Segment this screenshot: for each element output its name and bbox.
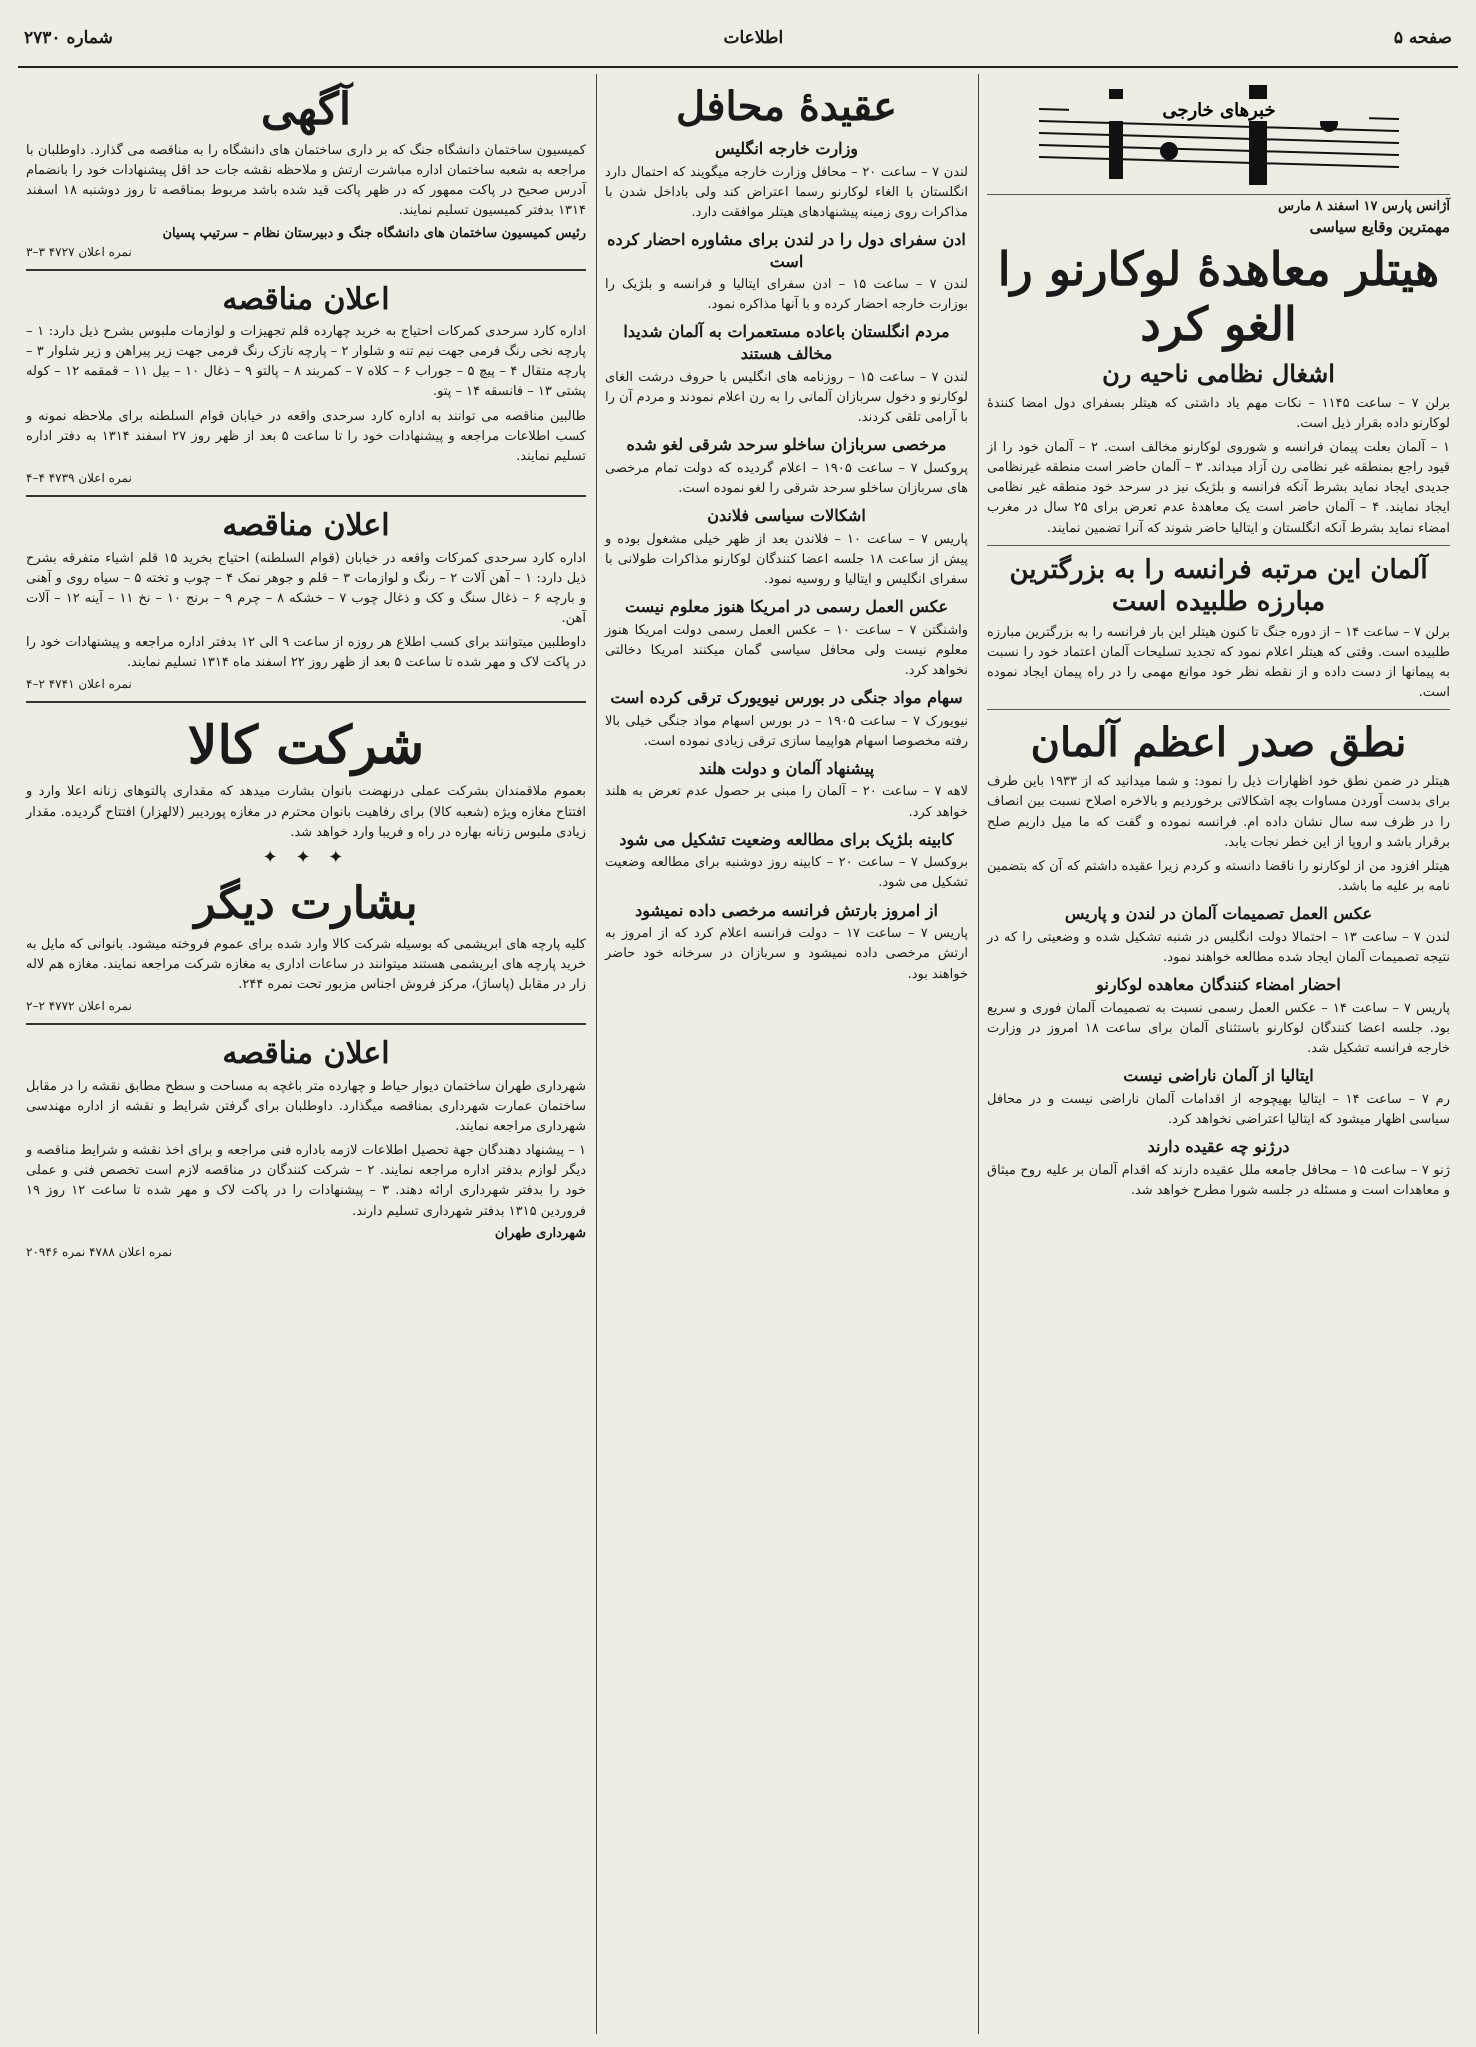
article-paragraph: پاریس ۷ – ساعت ۱۰ – فلاندن بعد از ظهر خیلی مشغول بوده و پیش از ساعت ۱۸ جلسه اعضا کنندگان لوکارنو مذاکرات طولانی با سفرای انگلیس و ایتالیا و روسیه نمود. (605, 531, 968, 587)
newspaper-name: اطلاعات (723, 28, 784, 48)
news-kicker: مهمترین وقایع سیاسی (1309, 218, 1450, 236)
tender-title: اعلان مناقصه (222, 1036, 390, 1072)
article-paragraph: برلن ۷ – ساعت ۱۴ – از دوره جنگ تا کنون هیتلر این بار فرانسه را به بزرگترین مبارزه طلبیده است. وقتی که هیتلر اعلام نمود که تجدید تسلیحات آلمان اعتماد خود را نسبت به پیمانها از دست داده و از نقطه نظر خود موانع مهمی را در راه پیمان ایجاد نموده است. (987, 624, 1450, 701)
page-number: صفحه ۵ (1393, 28, 1452, 48)
besharat-number: نمره اعلان ۴۷۷۲ ۲–۲ (26, 999, 132, 1014)
tender-body: ۱ – پیشنهاد دهندگان جهة تحصیل اطلاعات لازمه باداره فنی مراجعه و برای اخذ نقشه و شرایط مناقصه و دیگر لوازم بدفتر اداره مراجعه نمایند. ۲ – شرکت کنندگان در مناقصه لازم است تخصص فنی و عملی خود را بدفتر شهرداری ارائه دهند. ۳ – پیشنهادات را در پاکت لاک و مهر شده تا ساعت ۱۲ روز ۱۹ فروردین ۱۳۱۵ بدفتر شهرداری تسلیم دارند. (26, 1143, 586, 1219)
section-subhead: کابینه بلژیک برای مطالعه وضعیت تشکیل می شود (619, 829, 954, 849)
section-subhead: درژنو چه عقیده دارند (1147, 1136, 1290, 1156)
article-paragraph: لاهه ۷ – ساعت ۲۰ – آلمان را مبنی بر حصول عدم تعرض به هلند خواهد کرد. (605, 784, 969, 820)
tender-body: اداره کارد سرحدی کمرکات واقعه در خیابان (قوام السلطنه) احتیاج بخرید ۱۵ قلم اشیاء متفرقه بشرح ذیل دارد: ۱ – آهن آلات ۲ – رنگ و لوازمات ۳ – قلم و جوهر نمک ۴ – چوب و تخته ۵ – سیاه روی و آهنی و بارچه ۶ – ذغال سنگ و کک و ذغال چوب ۷ – خشکه ۸ – چرم ۹ – برنج ۱۰ – نخ ۱۱ – آینه ۱۲ – آلات آهن. (26, 550, 587, 626)
article-paragraph: پاریس ۷ – ساعت ۱۷ – دولت فرانسه اعلام کرد که از امروز به ارتش مرخصی داده نمیشود و سربازان در سرخانه خود حاضر خواهند بود. (605, 926, 968, 982)
opinions-column (596, 74, 976, 2034)
main-subhead: اشغال نظامی ناحیه رن (1102, 359, 1335, 389)
main-headline: هیتلر معاهدهٔ لوکارنو را الغو کرد (997, 242, 1440, 352)
article-paragraph: رم ۷ – ساعت ۱۴ – ایتالیا بهیچوجه از اقدامات آلمان ناراضی نیست و در محافل سیاسی اظهار میشود که ایتالیا اعتراضی نخواهد کرد. (987, 1091, 1450, 1127)
section-subhead: از امروز بارتش فرانسه مرخصی داده نمیشود (635, 900, 938, 920)
section-subhead: پیشنهاد آلمان و دولت هلند (698, 758, 875, 778)
kala-body: بعموم ملاقمندان بشرکت عملی درنهضت بانوان بشارت میدهد که مقداری پالتوهای زنانه اعلا وارد و افتتاح مغازه ویژه (شعبه کالا) برای رفاهیت بانوان محترم در مغازه پوردیبر (لالهزار) افتتاح گردیده. مقدار زیادی ملبوس زنانه بهاره در راه و فریبا وارد خواهد شد. (26, 784, 586, 840)
article-paragraph: هیتلر در ضمن نطق خود اظهارات ذیل را نمود: و شما میدانید که از ۱۹۳۳ باین طرف برای بدست آوردن مساوات بچه اشکالاتی برخوردیم و بالاخره اصلاح نسبت بین انصاف را در ظرف سه سال نشان داده ام. فرانسه نموده و گفت که ما میل داریم صلح برقرار باشد و اروپا از این خطر نجات یابد. (987, 774, 1450, 850)
article-paragraph: ۱ – آلمان بعلت پیمان فرانسه و شوروی لوکارنو مخالف است. ۲ – آلمان خود را از قیود راجع بمنطقه غیر نظامی رن آزاد میداند. ۳ – آلمان حاضر است منطقه غیرنظامی جدیدی ایجاد نماید بشرط آنکه فرانسه و بلژیک نیز در سرحد خود منطقه غیر نظامی ایجاد نمایند. ۴ – آلمان حاضر است یک معاهدهٔ عدم تعرض برای ۲۵ سال در مغرب امضاء نماید بشرط آنکه انگلستان و ایتالیا حاضر شوند که آنرا تضمین نمایند. (987, 440, 1451, 536)
newspaper-page (18, 10, 1458, 2040)
logo-text: خبرهای خارجی (1161, 100, 1276, 121)
section-subhead: مرخصی سربازان ساخلو سرحد شرقی لغو شده (626, 435, 947, 455)
divider-ornament-icon: ✦ ✦ ✦ (262, 846, 350, 868)
article-paragraph: لندن ۷ – ساعت ۱۳ – احتمالا دولت انگلیس در شنبه تشکیل شده و وضعیتی را که در نتیجه تصمیمات آلمان ایجاد شده مطالعه خواهند نمود. (987, 929, 1450, 965)
section-subhead: ادن سفرای دول را در لندن برای مشاوره احضار کرده است (607, 230, 966, 271)
notices-column (18, 74, 594, 2034)
section-subhead: اشکالات سیاسی فلاندن (707, 505, 866, 525)
tender-title: اعلان مناقصه (222, 281, 390, 317)
issue-number: شماره ۲۷۳۰ (24, 28, 113, 48)
article-paragraph: برلن ۷ – ساعت ۱۱۴۵ – نکات مهم یاد داشتی که هیتلر بسفرای دول امضا کنندهٔ لوکارنو داده بقرار ذیل است. (987, 395, 1451, 431)
foreign-news-logo (987, 74, 1450, 195)
article-paragraph: هیتلر افزود من از لوکارنو را ناقضا دانسته و کردم زیرا عقیده داشتم که آن که بتضمین نامه بر علیه ما باشد. (987, 858, 1450, 895)
tender-body: اداره کارد سرحدی کمرکات احتیاج به خرید چهارده قلم تجهیزات و لوازمات ملبوس بشرح ذیل دارد: ۱ – پارچه نخی رنگ فرمی جهت نیم تنه و شلوار ۲ – پارچه نازک رنگ فرمی جهت زیر پیراهن و زیر شلوار ۳ – پارچه متقال ۴ – پیچ ۵ – جوراب ۶ – کلاه ۷ – کمربند ۸ – پالتو ۹ – ذغال ۱۰ – بیل ۱۱ – قمقمه ۱۲ – کوله پشتی ۱۳ – فانسقه ۱۴ – پتو. (26, 324, 586, 400)
article-paragraph: لندن ۷ – ساعت ۱۵ – روزنامه های انگلیس با حروف درشت الغای لوکارنو و دخول سربازان آلمانی را به رن اعلام نمودند و مردم آن را با آرامی تلقی کردند. (605, 369, 968, 425)
article-paragraph: پاریس ۷ – ساعت ۱۴ – عکس العمل رسمی نسبت به تصمیمات آلمان فوری و سریع بود. جلسه اعضا کنندگان لوکارنو باستثنای آلمان برای ساعت ۱۸ امروز در وزارت خارجه فرانسه تشکیل شد. (987, 1000, 1450, 1056)
section-subhead: مردم انگلستان باعاده مستعمرات به آلمان شدیدا مخالف هستند (623, 322, 950, 364)
kala-title: شرکت کالا (187, 715, 425, 777)
notice-number: نمره اعلان ۴۷۲۷ ۳–۳ (26, 244, 132, 259)
section-subhead: وزارت خارجه انگلیس (714, 139, 859, 158)
tender-body: داوطلبین میتوانند برای کسب اطلاع هر روزه از ساعت ۹ الی ۱۲ بدفتر اداره مراجعه و پیشنهادات خود را در پاکت لاک و مهر شده تا ساعت ۵ بعد از ظهر روز ۲۲ اسفند ماه ۱۳۱۴ تسلیم نمایند. (26, 635, 586, 671)
notice-title: آگهی (260, 84, 352, 135)
tender-number: نمره اعلان ۴۷۳۹ ۴–۴ (26, 471, 132, 486)
section-headline: آلمان این مرتبه فرانسه را به بزرگترین مبارزه طلبیده است (1009, 554, 1428, 618)
page-header (18, 10, 1458, 68)
section-subhead: عکس العمل تصمیمات آلمان در لندن و پاریس (1064, 904, 1373, 924)
article-paragraph: بروکسل ۷ – ساعت ۲۰ – کابینه روز دوشنبه برای مطالعه وضعیت تشکیل می شود. (605, 855, 968, 891)
article-paragraph: ژنو ۷ – ساعت ۱۵ – محافل جامعه ملل عقیده دارند که اقدام آلمان بر علیه روح میثاق و معاهدات است و مسئله در جلسه شورا مطرح خواهد شد. (987, 1162, 1450, 1198)
section-subhead: ایتالیا از آلمان ناراضی نیست (1123, 1066, 1314, 1086)
foreign-news-column (978, 74, 1458, 2034)
article-paragraph: نیویورک ۷ – ساعت ۱۹۰۵ – در بورس اسهام مواد جنگی خیلی بالا رفته مخصوصا اسهام هواپیما سازی ترقی زیادی نموده است. (605, 713, 968, 749)
tender-signature: شهرداری طهران (494, 1225, 586, 1241)
section-subhead: سهام مواد جنگی در بورس نیویورک ترقی کرده است (610, 688, 963, 707)
music-staff-logo-icon (1029, 79, 1409, 189)
section-subhead: عکس العمل رسمی در امریکا هنوز معلوم نیست (624, 596, 949, 616)
section-subhead: احضار امضاء کنندگان معاهده لوکارنو (1096, 975, 1341, 995)
notice-body: کمیسیون ساختمان دانشگاه جنگ که بر داری ساختمان های دانشگاه را به مناقصه می گذارد. داوطلبان با مراجعه به شعبه ساختمان اداره مباشرت ارتش و ملاحظه نقشه جات حد اقل پیشنهادات خود را بانضمام آدرس صحیح در پاکت ممهور که در ظهر پاکت قید شده باشد مربوط بمناقصه تا روز دوشنبه ۱۸ اسفند ۱۳۱۴ بدفتر کمیسیون تسلیم نمایند. (26, 143, 586, 219)
tender-number: نمره اعلان ۴۷۸۸ نمره ۲۰۹۴۶ (26, 1244, 173, 1259)
besharat-body: کلیه پارچه های ابریشمی که بوسیله شرکت کالا وارد شده برای عموم فروخته میشود. بانوانی که مایل به خرید پارچه های ابریشمی هستند میتوانند در ساعات اداری به مغازه شرکت مراجعه نمایند. مغازه هم لاله زار در مقابل (پاساژ)، مرکز فروش اجناس مزبور تحت نمره ۲۴۴. (26, 936, 586, 993)
article-paragraph: لندن ۷ – ساعت ۱۵ – ادن سفرای ایتالیا و فرانسه و بلژیک را بوزارت خارجه احضار کرده و با آنها مذاکره نمود. (605, 277, 968, 313)
article-paragraph: واشنگتن ۷ – ساعت ۱۰ – عکس العمل رسمی دولت امریکا هنوز معلوم نیست ولی محافل سیاسی گمان میکنند امریکا دخالتی نخواهد کرد. (605, 622, 969, 678)
opinions-title: عقیدهٔ محافل (676, 83, 897, 130)
notice-signature: رئیس کمیسیون ساختمان های دانشگاه جنگ و دبیرستان نظام – سرتیپ پسیان (162, 225, 586, 241)
article-paragraph: پروکسل ۷ – ساعت ۱۹۰۵ – اعلام گردیده که دولت تمام مرخصی های سربازان ساخلو سرحد شرقی را لغو نموده است. (605, 460, 968, 496)
besharat-title: بشارت دیگر (194, 877, 418, 929)
tender-number: نمره اعلان ۴۷۴۱ ۲–۴ (26, 677, 132, 692)
article-paragraph: لندن ۷ – ساعت ۲۰ – محافل وزارت خارجه میگویند که احتمال دارد انگلستان با الغاء لوکارنو رسما اعتراض کند ولی باداخل شدن با مذاکرات روی زمینه پیشنهادهای هیتلر موافقت دارد. (605, 164, 968, 220)
tender-body: شهرداری طهران ساختمان دیوار حیاط و چهارده متر باغچه به مساحت و سطح مطابق نقشه را در مقابل ساختمان عمارت شهرداری بمناقصه میگذارد. داوطلبان برای گرفتن شرایط و نقشه از اداره مهندسی شهرداری مراجعه نمایند. (26, 1078, 586, 1135)
tender-body: طالبین مناقصه می توانند به اداره کارد سرحدی واقعه در خیابان قوام السلطنه برای ملاحظه نمونه و کسب اطلاعات مراجعه و پیشنهادات خود را تا ساعت ۵ بعد از ظهر روز ۲۷ اسفند ۱۳۱۴ به دفتر اداره تسلیم نمایند. (26, 408, 586, 464)
tender-title: اعلان مناقصه (222, 508, 390, 544)
agency-line: آژانس پارس ۱۷ اسفند ۸ مارس (1278, 199, 1450, 214)
section-headline: نطق صدر اعظم آلمان (1030, 719, 1407, 767)
